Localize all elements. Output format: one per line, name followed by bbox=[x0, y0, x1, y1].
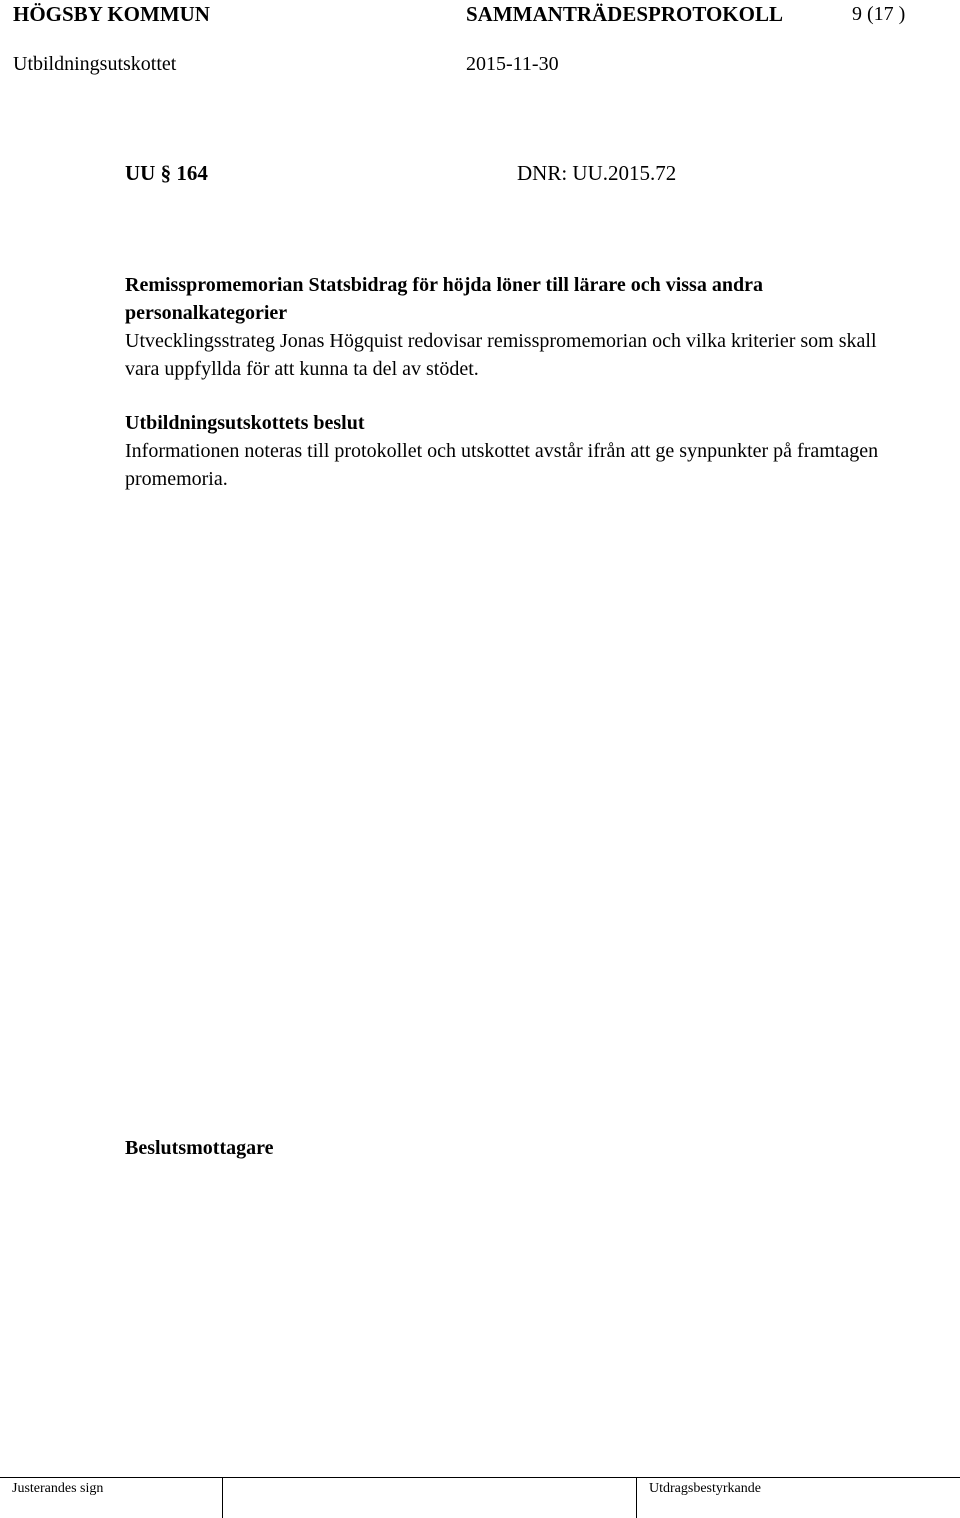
municipality-name: HÖGSBY KOMMUN bbox=[13, 2, 210, 26]
case-number: UU § 164 bbox=[125, 161, 208, 185]
page-number: 9 (17 ) bbox=[852, 3, 906, 25]
signature-footer bbox=[0, 1477, 960, 1518]
signing-field bbox=[222, 1478, 636, 1518]
diary-number: DNR: UU.2015.72 bbox=[517, 161, 677, 185]
recipients-heading: Beslutsmottagare bbox=[125, 1137, 274, 1159]
item-description: Utvecklingsstrateg Jonas Högquist redovisar remisspromemorian och vilka kriterier som skall vara uppfyllda för att kunna ta del av stödet. bbox=[125, 330, 877, 380]
extract-certification-label: Utdragsbestyrkande bbox=[636, 1478, 960, 1518]
committee-name: Utbildningsutskottet bbox=[13, 53, 177, 75]
meeting-date: 2015-11-30 bbox=[466, 53, 559, 75]
item-title: Remisspromemorian Statsbidrag för höjda löner till lärare och vissa andra personalkategorier bbox=[125, 274, 763, 324]
signing-label: Justerandes sign bbox=[12, 1481, 104, 1496]
decision-heading: Utbildningsutskottets beslut bbox=[125, 412, 365, 434]
document-type: SAMMANTRÄDESPROTOKOLL bbox=[466, 2, 783, 26]
decision-text: Informationen noteras till protokollet och utskottet avstår ifrån att ge synpunkter på framtagen promemoria. bbox=[125, 440, 879, 490]
